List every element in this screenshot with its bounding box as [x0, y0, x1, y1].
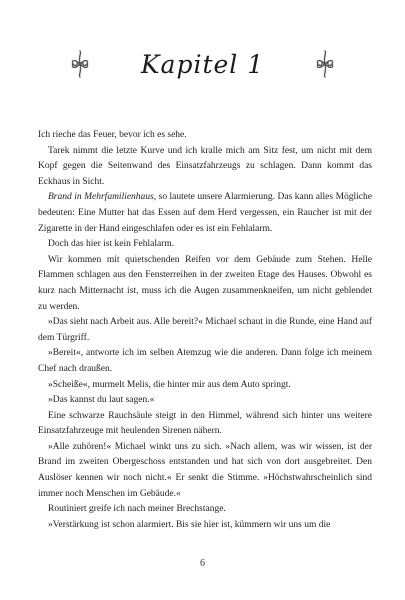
paragraph: Doch das hier ist kein Fehlalarm. [48, 239, 175, 250]
flourish-ornament-right-icon [310, 49, 340, 79]
chapter-title: Kapitel 1 [140, 49, 265, 79]
paragraph: Eine schwarze Rauchsäule steigt in den Himmel, während sich hinter uns weitere Einsatzfahrzeuge mit heulenden Sirenen nähern. [38, 410, 372, 437]
paragraph: »Verstärkung ist schon alarmiert. Bis sie hier ist, kümmern wir uns um die [48, 519, 331, 530]
body-text [38, 128, 372, 533]
alarm-italic-phrase: Brand in Mehrfamilienhaus [48, 192, 154, 203]
paragraph: »Bereit«, antworte ich im selben Atemzug wie die anderen. Dann folge ich meinem Chef nach draußen. [38, 348, 372, 374]
paragraph: Tarek nimmt die letzte Kurve und ich kralle mich am Sitz fest, um nicht mit dem Kopf gegen die Seitenwand des Einsatzfahrzeugs zu schlagen. Dann kommt das Eckhaus in Sicht. [38, 145, 372, 187]
paragraph: Wir kommen mit quietschenden Reifen vor dem Gebäude zum Stehen. Helle Flammen schlagen aus den Fensterreihen in der zweiten Etage des Hauses. Obwohl es kurz nach Mitternacht ist, muss ich die Augen zusammenkneifen, um nicht geblendet zu werden. [38, 254, 372, 312]
paragraph: »Alle zuhören!« Michael winkt uns zu sich. »Nach allem, was wir wissen, ist der Brand im zweiten Obergeschoss entstanden und hat sich von dort ausgebreitet. Den Auslöser kennen wir noch nicht.« Er senkt die Stimme. »Höchstwahrscheinlich sind immer noch Menschen im Gebäude.« [38, 441, 372, 499]
paragraph [38, 190, 372, 237]
paragraph: »Scheiße«, murmelt Melis, die hinter mir aus dem Auto springt. [48, 379, 291, 390]
page-number: 6 [200, 558, 205, 569]
paragraph: Routiniert greife ich nach meiner Brechstange. [48, 504, 226, 515]
paragraph: »Das sieht nach Arbeit aus. Alle bereit?« Michael schaut in die Runde, eine Hand auf dem Türgriff. [38, 317, 372, 343]
chapter-heading [0, 42, 405, 86]
flourish-ornament-left-icon [65, 49, 95, 79]
paragraph: »Das kannst du laut sagen.« [48, 395, 155, 406]
paragraph: Ich rieche das Feuer, bevor ich es sehe. [38, 130, 187, 140]
paragraph-text: , so lautete unsere Alarmierung. Das kann alles Mögliche bedeuten: Eine Mutter hat das Essen auf dem Herd vergessen, ein Raucher ist mit der Zigarette in der Hand eingeschlafen oder es ist ein Fehlalarm. [38, 192, 372, 234]
